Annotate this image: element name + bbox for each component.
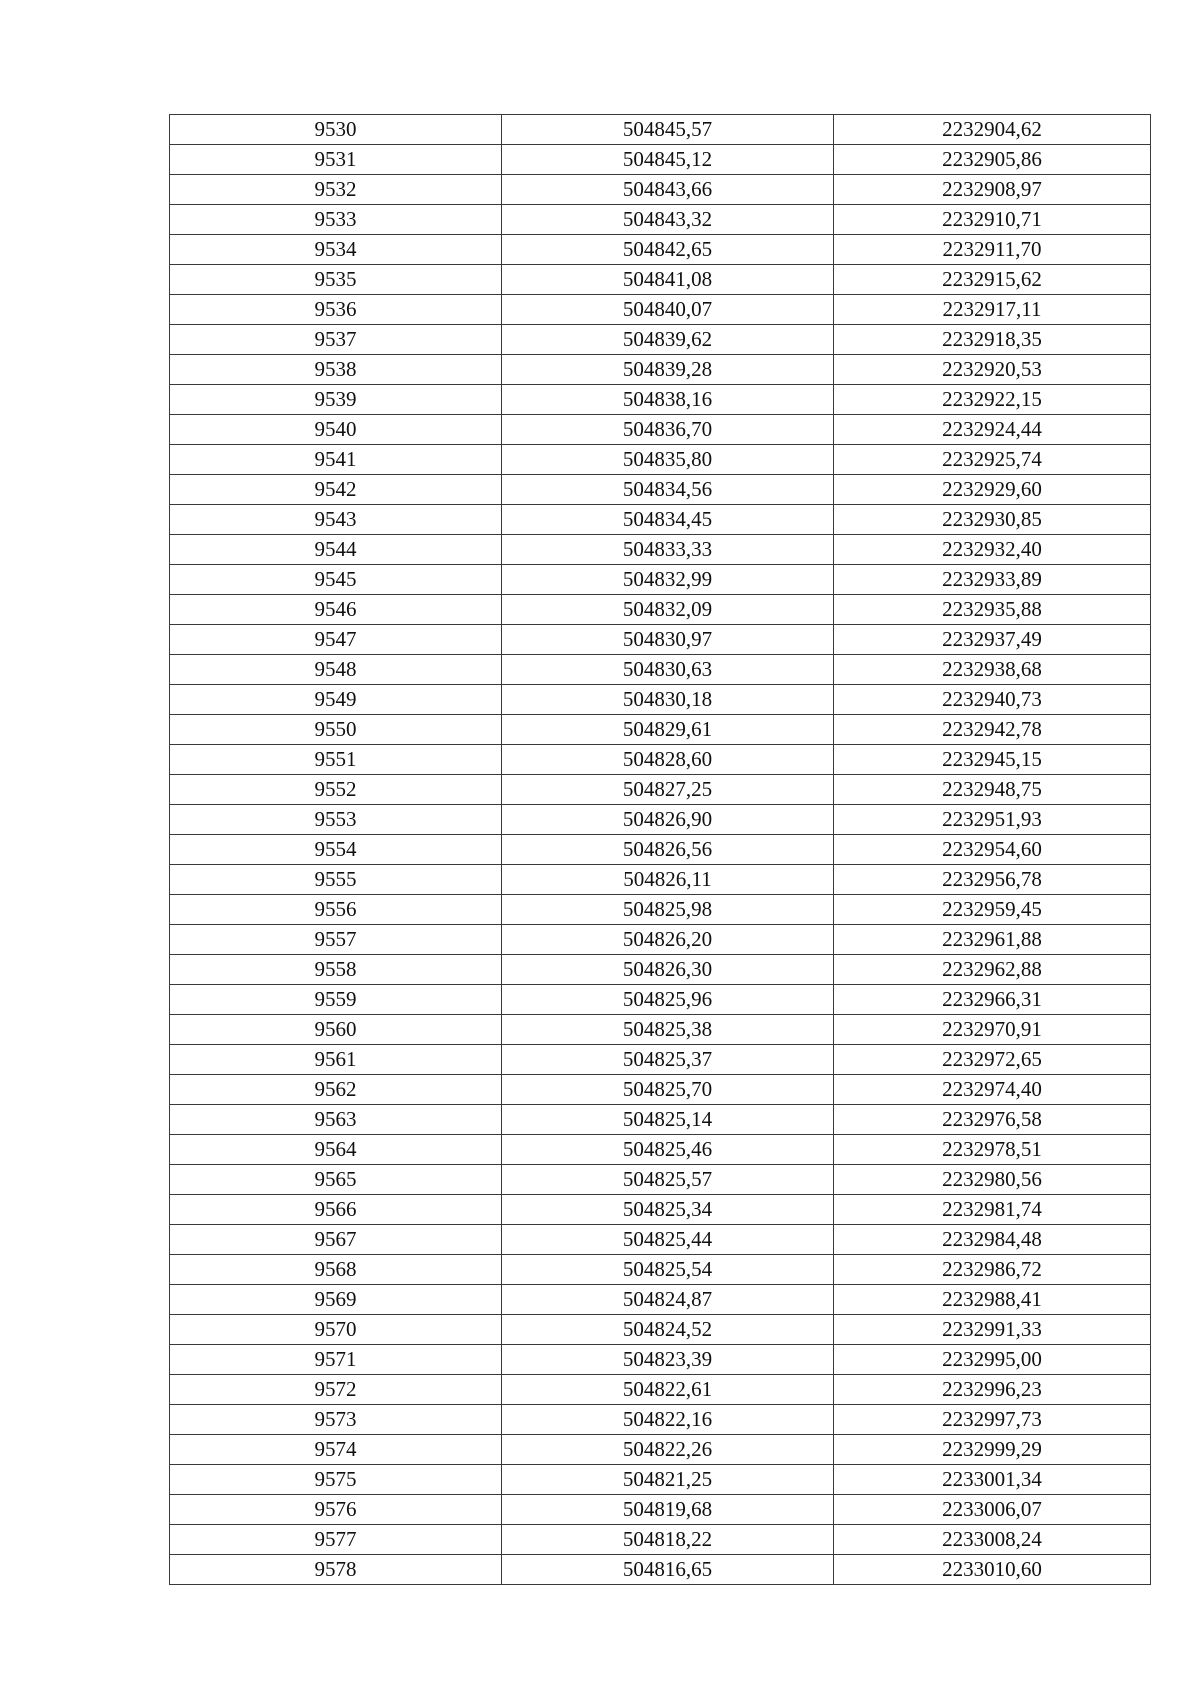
table-row xyxy=(170,475,1151,505)
y-coordinate-cell: 2232986,72 xyxy=(834,1255,1151,1285)
point-number-cell: 9555 xyxy=(170,865,502,895)
table-row xyxy=(170,955,1151,985)
table-row xyxy=(170,1495,1151,1525)
y-coordinate-cell: 2233006,07 xyxy=(834,1495,1151,1525)
x-coordinate-cell: 504825,57 xyxy=(502,1165,834,1195)
y-coordinate-cell: 2232956,78 xyxy=(834,865,1151,895)
point-number-cell: 9537 xyxy=(170,325,502,355)
point-number-cell: 9550 xyxy=(170,715,502,745)
y-coordinate-cell: 2232999,29 xyxy=(834,1435,1151,1465)
y-coordinate-cell: 2232974,40 xyxy=(834,1075,1151,1105)
y-coordinate-cell: 2232984,48 xyxy=(834,1225,1151,1255)
point-number-cell: 9560 xyxy=(170,1015,502,1045)
table-row xyxy=(170,1315,1151,1345)
point-number-cell: 9553 xyxy=(170,805,502,835)
table-row xyxy=(170,1075,1151,1105)
x-coordinate-cell: 504825,44 xyxy=(502,1225,834,1255)
y-coordinate-cell: 2232945,15 xyxy=(834,745,1151,775)
table-row xyxy=(170,1405,1151,1435)
x-coordinate-cell: 504824,87 xyxy=(502,1285,834,1315)
x-coordinate-cell: 504825,34 xyxy=(502,1195,834,1225)
x-coordinate-cell: 504821,25 xyxy=(502,1465,834,1495)
x-coordinate-cell: 504843,66 xyxy=(502,175,834,205)
point-number-cell: 9530 xyxy=(170,115,502,145)
y-coordinate-cell: 2232970,91 xyxy=(834,1015,1151,1045)
table-row xyxy=(170,1045,1151,1075)
point-number-cell: 9532 xyxy=(170,175,502,205)
point-number-cell: 9536 xyxy=(170,295,502,325)
table-row xyxy=(170,385,1151,415)
y-coordinate-cell: 2233001,34 xyxy=(834,1465,1151,1495)
table-row xyxy=(170,745,1151,775)
table-row xyxy=(170,1165,1151,1195)
x-coordinate-cell: 504818,22 xyxy=(502,1525,834,1555)
point-number-cell: 9556 xyxy=(170,895,502,925)
point-number-cell: 9575 xyxy=(170,1465,502,1495)
y-coordinate-cell: 2232908,97 xyxy=(834,175,1151,205)
y-coordinate-cell: 2232935,88 xyxy=(834,595,1151,625)
x-coordinate-cell: 504825,38 xyxy=(502,1015,834,1045)
y-coordinate-cell: 2232962,88 xyxy=(834,955,1151,985)
x-coordinate-cell: 504828,60 xyxy=(502,745,834,775)
x-coordinate-cell: 504845,12 xyxy=(502,145,834,175)
y-coordinate-cell: 2232948,75 xyxy=(834,775,1151,805)
x-coordinate-cell: 504840,07 xyxy=(502,295,834,325)
y-coordinate-cell: 2232972,65 xyxy=(834,1045,1151,1075)
x-coordinate-cell: 504826,56 xyxy=(502,835,834,865)
table-row xyxy=(170,235,1151,265)
y-coordinate-cell: 2232929,60 xyxy=(834,475,1151,505)
x-coordinate-cell: 504843,32 xyxy=(502,205,834,235)
x-coordinate-cell: 504845,57 xyxy=(502,115,834,145)
y-coordinate-cell: 2232940,73 xyxy=(834,685,1151,715)
point-number-cell: 9572 xyxy=(170,1375,502,1405)
point-number-cell: 9545 xyxy=(170,565,502,595)
coordinates-table-body xyxy=(170,115,1151,1585)
x-coordinate-cell: 504825,98 xyxy=(502,895,834,925)
x-coordinate-cell: 504826,30 xyxy=(502,955,834,985)
x-coordinate-cell: 504836,70 xyxy=(502,415,834,445)
coordinates-table xyxy=(169,114,1151,1585)
y-coordinate-cell: 2232959,45 xyxy=(834,895,1151,925)
table-row xyxy=(170,985,1151,1015)
table-row xyxy=(170,865,1151,895)
y-coordinate-cell: 2232924,44 xyxy=(834,415,1151,445)
table-row xyxy=(170,1465,1151,1495)
point-number-cell: 9568 xyxy=(170,1255,502,1285)
point-number-cell: 9554 xyxy=(170,835,502,865)
point-number-cell: 9541 xyxy=(170,445,502,475)
x-coordinate-cell: 504824,52 xyxy=(502,1315,834,1345)
table-row xyxy=(170,625,1151,655)
y-coordinate-cell: 2232905,86 xyxy=(834,145,1151,175)
table-row xyxy=(170,445,1151,475)
table-row xyxy=(170,115,1151,145)
table-row xyxy=(170,535,1151,565)
x-coordinate-cell: 504825,46 xyxy=(502,1135,834,1165)
x-coordinate-cell: 504839,62 xyxy=(502,325,834,355)
point-number-cell: 9571 xyxy=(170,1345,502,1375)
table-row xyxy=(170,685,1151,715)
x-coordinate-cell: 504825,14 xyxy=(502,1105,834,1135)
table-row xyxy=(170,565,1151,595)
y-coordinate-cell: 2232980,56 xyxy=(834,1165,1151,1195)
x-coordinate-cell: 504830,63 xyxy=(502,655,834,685)
point-number-cell: 9551 xyxy=(170,745,502,775)
point-number-cell: 9558 xyxy=(170,955,502,985)
x-coordinate-cell: 504822,26 xyxy=(502,1435,834,1465)
y-coordinate-cell: 2232910,71 xyxy=(834,205,1151,235)
x-coordinate-cell: 504834,56 xyxy=(502,475,834,505)
table-row xyxy=(170,325,1151,355)
y-coordinate-cell: 2232937,49 xyxy=(834,625,1151,655)
y-coordinate-cell: 2232966,31 xyxy=(834,985,1151,1015)
table-row xyxy=(170,925,1151,955)
point-number-cell: 9547 xyxy=(170,625,502,655)
table-row xyxy=(170,1015,1151,1045)
x-coordinate-cell: 504830,97 xyxy=(502,625,834,655)
y-coordinate-cell: 2232954,60 xyxy=(834,835,1151,865)
table-row xyxy=(170,715,1151,745)
point-number-cell: 9538 xyxy=(170,355,502,385)
table-row xyxy=(170,1105,1151,1135)
y-coordinate-cell: 2232917,11 xyxy=(834,295,1151,325)
y-coordinate-cell: 2232961,88 xyxy=(834,925,1151,955)
table-row xyxy=(170,355,1151,385)
y-coordinate-cell: 2232932,40 xyxy=(834,535,1151,565)
x-coordinate-cell: 504822,16 xyxy=(502,1405,834,1435)
point-number-cell: 9578 xyxy=(170,1555,502,1585)
table-row xyxy=(170,805,1151,835)
table-row xyxy=(170,1285,1151,1315)
y-coordinate-cell: 2232976,58 xyxy=(834,1105,1151,1135)
x-coordinate-cell: 504833,33 xyxy=(502,535,834,565)
point-number-cell: 9543 xyxy=(170,505,502,535)
table-row xyxy=(170,1345,1151,1375)
y-coordinate-cell: 2233010,60 xyxy=(834,1555,1151,1585)
table-row xyxy=(170,775,1151,805)
point-number-cell: 9535 xyxy=(170,265,502,295)
x-coordinate-cell: 504826,11 xyxy=(502,865,834,895)
point-number-cell: 9540 xyxy=(170,415,502,445)
table-row xyxy=(170,1435,1151,1465)
x-coordinate-cell: 504826,90 xyxy=(502,805,834,835)
table-row xyxy=(170,1375,1151,1405)
y-coordinate-cell: 2232978,51 xyxy=(834,1135,1151,1165)
y-coordinate-cell: 2232991,33 xyxy=(834,1315,1151,1345)
point-number-cell: 9564 xyxy=(170,1135,502,1165)
table-row xyxy=(170,175,1151,205)
x-coordinate-cell: 504819,68 xyxy=(502,1495,834,1525)
y-coordinate-cell: 2232922,15 xyxy=(834,385,1151,415)
y-coordinate-cell: 2232920,53 xyxy=(834,355,1151,385)
point-number-cell: 9542 xyxy=(170,475,502,505)
table-row xyxy=(170,1255,1151,1285)
point-number-cell: 9567 xyxy=(170,1225,502,1255)
table-row xyxy=(170,1195,1151,1225)
table-row xyxy=(170,1555,1151,1585)
x-coordinate-cell: 504823,39 xyxy=(502,1345,834,1375)
y-coordinate-cell: 2232925,74 xyxy=(834,445,1151,475)
y-coordinate-cell: 2232938,68 xyxy=(834,655,1151,685)
point-number-cell: 9570 xyxy=(170,1315,502,1345)
y-coordinate-cell: 2232904,62 xyxy=(834,115,1151,145)
point-number-cell: 9576 xyxy=(170,1495,502,1525)
x-coordinate-cell: 504826,20 xyxy=(502,925,834,955)
point-number-cell: 9552 xyxy=(170,775,502,805)
x-coordinate-cell: 504842,65 xyxy=(502,235,834,265)
x-coordinate-cell: 504825,70 xyxy=(502,1075,834,1105)
point-number-cell: 9566 xyxy=(170,1195,502,1225)
x-coordinate-cell: 504838,16 xyxy=(502,385,834,415)
table-row xyxy=(170,295,1151,325)
x-coordinate-cell: 504839,28 xyxy=(502,355,834,385)
point-number-cell: 9533 xyxy=(170,205,502,235)
table-row xyxy=(170,205,1151,235)
table-row xyxy=(170,1525,1151,1555)
point-number-cell: 9549 xyxy=(170,685,502,715)
y-coordinate-cell: 2232997,73 xyxy=(834,1405,1151,1435)
point-number-cell: 9557 xyxy=(170,925,502,955)
x-coordinate-cell: 504825,96 xyxy=(502,985,834,1015)
x-coordinate-cell: 504830,18 xyxy=(502,685,834,715)
x-coordinate-cell: 504827,25 xyxy=(502,775,834,805)
point-number-cell: 9548 xyxy=(170,655,502,685)
y-coordinate-cell: 2232951,93 xyxy=(834,805,1151,835)
x-coordinate-cell: 504829,61 xyxy=(502,715,834,745)
x-coordinate-cell: 504841,08 xyxy=(502,265,834,295)
x-coordinate-cell: 504822,61 xyxy=(502,1375,834,1405)
point-number-cell: 9539 xyxy=(170,385,502,415)
x-coordinate-cell: 504835,80 xyxy=(502,445,834,475)
table-row xyxy=(170,595,1151,625)
y-coordinate-cell: 2233008,24 xyxy=(834,1525,1151,1555)
table-row xyxy=(170,655,1151,685)
point-number-cell: 9534 xyxy=(170,235,502,265)
x-coordinate-cell: 504816,65 xyxy=(502,1555,834,1585)
x-coordinate-cell: 504834,45 xyxy=(502,505,834,535)
table-row xyxy=(170,415,1151,445)
x-coordinate-cell: 504832,09 xyxy=(502,595,834,625)
y-coordinate-cell: 2232915,62 xyxy=(834,265,1151,295)
point-number-cell: 9574 xyxy=(170,1435,502,1465)
point-number-cell: 9559 xyxy=(170,985,502,1015)
y-coordinate-cell: 2232988,41 xyxy=(834,1285,1151,1315)
point-number-cell: 9577 xyxy=(170,1525,502,1555)
y-coordinate-cell: 2232933,89 xyxy=(834,565,1151,595)
point-number-cell: 9531 xyxy=(170,145,502,175)
table-row xyxy=(170,265,1151,295)
point-number-cell: 9544 xyxy=(170,535,502,565)
table-row xyxy=(170,835,1151,865)
y-coordinate-cell: 2232942,78 xyxy=(834,715,1151,745)
x-coordinate-cell: 504825,37 xyxy=(502,1045,834,1075)
table-row xyxy=(170,1225,1151,1255)
point-number-cell: 9569 xyxy=(170,1285,502,1315)
point-number-cell: 9562 xyxy=(170,1075,502,1105)
y-coordinate-cell: 2232911,70 xyxy=(834,235,1151,265)
y-coordinate-cell: 2232918,35 xyxy=(834,325,1151,355)
y-coordinate-cell: 2232996,23 xyxy=(834,1375,1151,1405)
y-coordinate-cell: 2232930,85 xyxy=(834,505,1151,535)
y-coordinate-cell: 2232981,74 xyxy=(834,1195,1151,1225)
table-row xyxy=(170,505,1151,535)
table-row xyxy=(170,1135,1151,1165)
table-row xyxy=(170,145,1151,175)
table-row xyxy=(170,895,1151,925)
point-number-cell: 9563 xyxy=(170,1105,502,1135)
point-number-cell: 9565 xyxy=(170,1165,502,1195)
point-number-cell: 9573 xyxy=(170,1405,502,1435)
x-coordinate-cell: 504825,54 xyxy=(502,1255,834,1285)
x-coordinate-cell: 504832,99 xyxy=(502,565,834,595)
y-coordinate-cell: 2232995,00 xyxy=(834,1345,1151,1375)
point-number-cell: 9561 xyxy=(170,1045,502,1075)
point-number-cell: 9546 xyxy=(170,595,502,625)
